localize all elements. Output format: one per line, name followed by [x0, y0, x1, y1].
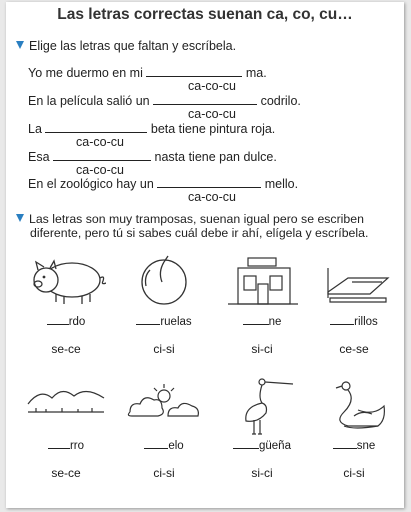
- sentence-3-before: La: [28, 122, 42, 136]
- item-7-blank[interactable]: [233, 438, 259, 449]
- item-8: [306, 376, 402, 496]
- item-5: [18, 376, 114, 496]
- page-title: Las letras correctas suenan ca, co, cu…: [57, 6, 353, 23]
- item-7-word: güeña: [214, 438, 310, 452]
- answer-blank-3[interactable]: [45, 121, 147, 133]
- triangle-bullet-icon: [16, 41, 24, 49]
- pig-drawing: [26, 252, 106, 312]
- answer-blank-2[interactable]: [153, 93, 257, 105]
- item-2-choices: ci-si: [153, 342, 175, 356]
- item-3-blank[interactable]: [243, 314, 269, 325]
- sentence-5-before: En el zoológico hay un: [28, 177, 154, 191]
- item-1-word: rdo: [18, 314, 114, 328]
- section2-instruction-line1: Las letras son muy tramposas, suenan igual pero se escriben: [16, 212, 368, 226]
- answer-blank-1[interactable]: [146, 65, 242, 77]
- section2-instruction-line2: diferente, pero tú si sabes cuál debe ir ahí, elígela y escríbela.: [30, 226, 369, 240]
- swan-drawing: [314, 376, 394, 436]
- triangle-bullet-icon: [16, 214, 24, 222]
- item-4-word: rillos: [306, 314, 402, 328]
- sentence-2-after: codrilo.: [260, 94, 301, 108]
- item-2-blank[interactable]: [136, 314, 160, 325]
- sentence-1: [28, 65, 267, 80]
- stork-drawing: [222, 376, 302, 436]
- item-3-word: ne: [214, 314, 310, 328]
- sentence-5-after: mello.: [264, 177, 299, 191]
- item-7: [214, 376, 310, 496]
- sentence-1-before: Yo me duermo en mi: [28, 66, 143, 80]
- options-3: ca-co-cu: [76, 135, 124, 149]
- item-6-blank[interactable]: [144, 438, 168, 449]
- sentence-5: [28, 176, 298, 191]
- worksheet-page: [6, 2, 404, 508]
- item-4-blank[interactable]: [330, 314, 354, 325]
- options-1: ca-co-cu: [188, 79, 236, 93]
- sentence-3: [28, 121, 275, 136]
- item-7-choices: si-ci: [251, 466, 273, 480]
- item-5-choices: se-ce: [51, 466, 81, 480]
- sentence-2: [28, 93, 301, 108]
- item-1-blank[interactable]: [47, 314, 69, 325]
- item-3: [214, 252, 310, 372]
- sentence-4-after: nasta tiene pan dulce.: [154, 150, 277, 164]
- item-3-choices: si-ci: [251, 342, 273, 356]
- item-6: [116, 376, 212, 496]
- item-4: [306, 252, 402, 372]
- item-2-word: ruelas: [116, 314, 212, 328]
- item-5-word: rro: [18, 438, 114, 452]
- clouds-drawing: [124, 376, 204, 436]
- item-8-choices: ci-si: [343, 466, 365, 480]
- section1-instruction-text: Elige las letras que faltan y escríbela.: [29, 39, 237, 53]
- sentence-3-after: beta tiene pintura roja.: [150, 122, 276, 136]
- plum-drawing: [124, 252, 204, 312]
- sentence-4: [28, 149, 277, 164]
- sentence-4-before: Esa: [28, 150, 50, 164]
- options-4: ca-co-cu: [76, 163, 124, 177]
- answer-blank-4[interactable]: [53, 149, 151, 161]
- options-2: ca-co-cu: [188, 107, 236, 121]
- answer-blank-5[interactable]: [157, 176, 261, 188]
- item-6-word: elo: [116, 438, 212, 452]
- item-8-blank[interactable]: [333, 438, 357, 449]
- sentence-1-after: ma.: [245, 66, 267, 80]
- hills-drawing: [26, 376, 106, 436]
- cinema-drawing: [222, 252, 302, 312]
- section2-instruction: [16, 212, 368, 240]
- item-6-choices: ci-si: [153, 466, 175, 480]
- item-8-word: sne: [306, 438, 402, 452]
- options-5: ca-co-cu: [188, 190, 236, 204]
- item-1-choices: se-ce: [51, 342, 81, 356]
- item-2: [116, 252, 212, 372]
- sentence-2-before: En la película salió un: [28, 94, 150, 108]
- item-4-choices: ce-se: [339, 342, 369, 356]
- item-1: [18, 252, 114, 372]
- tray-drawing: [314, 252, 394, 312]
- item-5-blank[interactable]: [48, 438, 70, 449]
- section1-instruction: [16, 39, 236, 53]
